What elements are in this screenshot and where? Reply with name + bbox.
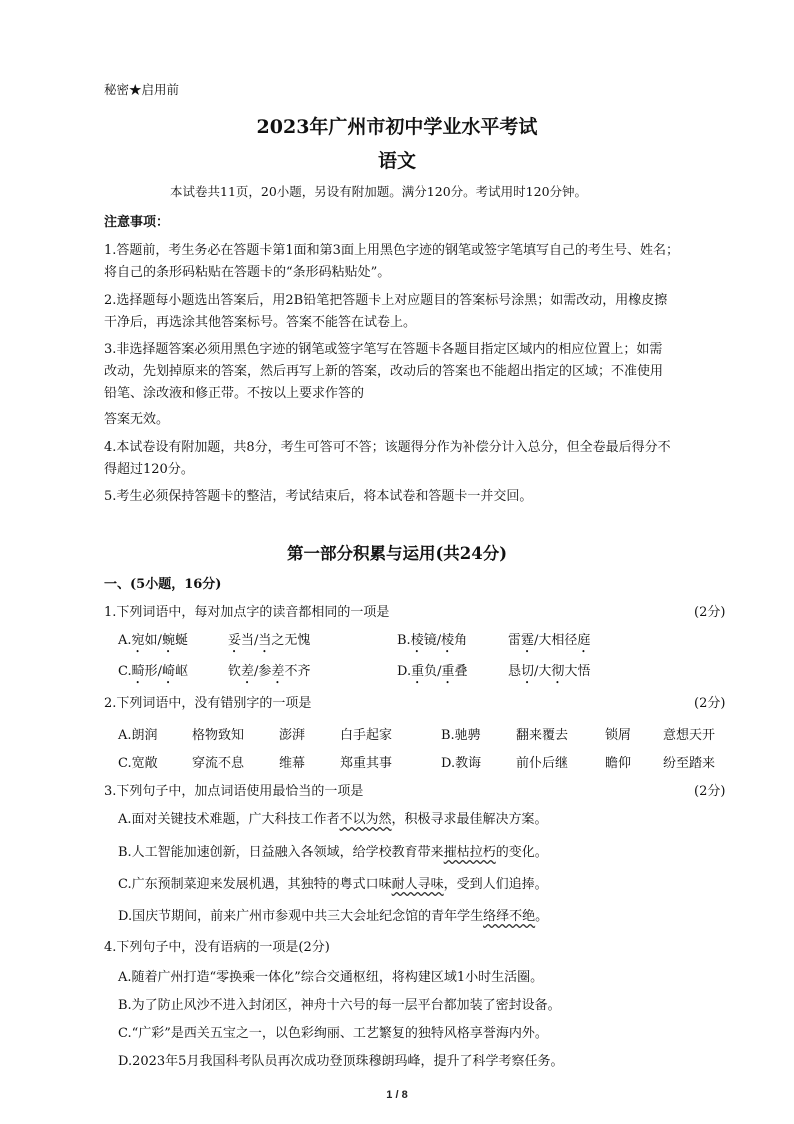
notice-line: 将自己的条形码粘贴在答题卡的“条形码粘贴处”。 <box>104 265 391 280</box>
question-1-stem: 1.下列词语中，每对加点字的读音都相同的一项是 <box>104 605 390 620</box>
q2-word: 郑重其事 <box>340 756 393 771</box>
q2-word: B.驰骋 <box>441 728 481 743</box>
question-2-score: (2分) <box>694 696 726 711</box>
q1-option-c-2: 钦差/参差不齐 <box>228 664 311 679</box>
exam-intro: 本试卷共11页，20小题，另设有附加题。满分120分。考试用时120分钟。 <box>170 184 588 199</box>
q4-option-a: A.随着广州打造“零换乘一体化”综合交通枢纽，将构建区域1小时生活圈。 <box>118 970 544 985</box>
q2-word: C.宽敞 <box>118 756 158 771</box>
notice-line: 2.选择题每小题选出答案后，用2B铅笔把答题卡上对应题目的答案标号涂黑；如需改动，用橡皮擦 <box>104 293 668 308</box>
notice-line: 4.本试卷设有附加题，共8分，考生可答可不答；该题得分作为补偿分计入总分，但全卷最后得分不 <box>104 440 671 455</box>
question-3-stem: 3.下列句子中，加点词语使用最恰当的一项是 <box>104 784 364 799</box>
notice-heading: 注意事项： <box>104 215 170 230</box>
notice-line: 答案无效。 <box>104 412 170 427</box>
q1-option-d: D.重负/重叠 <box>397 664 468 679</box>
q1-option-c: C.畸形/崎岖 <box>118 664 189 679</box>
subject-title: 语文 <box>377 150 416 172</box>
notice-line: 干净后，再选涂其他答案标号。答案不能答在试卷上。 <box>104 315 417 330</box>
q3-option-b: B.人工智能加速创新，日益融入各领域，给学校教育带来摧枯拉朽的变化。 <box>118 845 548 860</box>
notice-line: 改动，先划掉原来的答案，然后再写上新的答案，改动后的答案也不能超出指定的区域；不准使用 <box>104 364 664 379</box>
part-title: 第一部分积累与运用(共24分) <box>286 544 508 563</box>
q2-word: 澎湃 <box>279 728 306 743</box>
q2-word: 意想天开 <box>663 728 716 743</box>
q1-option-b-2: 雷霆/大相径庭 <box>508 633 591 648</box>
q1-option-a: A.宛如/蜿蜒 <box>118 633 188 648</box>
notice-line: 得超过120分。 <box>104 462 194 477</box>
question-4-stem: 4.下列句子中，没有语病的一项是(2分) <box>104 940 330 955</box>
q2-word: 翻来覆去 <box>516 728 569 743</box>
q1-option-b: B.棱镜/棱角 <box>397 633 468 648</box>
q2-word: 白手起家 <box>340 728 393 743</box>
q4-option-c: C.“广彩”是西关五宝之一，以色彩绚丽、工艺繁复的独特风格享誉海内外。 <box>118 1026 548 1041</box>
notice-line: 5.考生必须保持答题卡的整洁，考试结束后，将本试卷和答题卡一并交回。 <box>104 489 533 504</box>
q2-word: 维幕 <box>279 756 306 771</box>
exam-title: 2023年广州市初中学业水平考试 <box>256 116 538 138</box>
notice-line: 3.非选择题答案必须用黑色字迹的钢笔或签字笔写在答题卡各题目指定区域内的相应位置上；如需 <box>104 342 663 357</box>
q2-word: 穿流不息 <box>192 756 245 771</box>
q3-option-c: C.广东预制菜迎来发展机遇，其独特的粤式口味耐人寻味，受到人们追捧。 <box>118 877 548 892</box>
q3-option-d: D.国庆节期间，前来广州市参观中共三大会址纪念馆的青年学生络绎不绝。 <box>118 909 549 924</box>
q2-word: D.教诲 <box>441 756 482 771</box>
q3-option-a: A.面对关键技术难题，广大科技工作者不以为然，积极寻求最佳解决方案。 <box>118 812 548 827</box>
q4-option-d: D.2023年5月我国科考队员再次成功登顶珠穆朗玛峰，提升了科学考察任务。 <box>118 1054 564 1069</box>
notice-line: 1.答题前，考生务必在答题卡第1面和第3面上用黑色字迹的钢笔或签字笔填写自己的考生号、姓名； <box>104 243 679 258</box>
q1-option-a-2: 妥当/当之无愧 <box>228 633 311 648</box>
question-2-stem: 2.下列词语中，没有错别字的一项是 <box>104 696 312 711</box>
page-number: 1 / 8 <box>386 1089 408 1101</box>
question-1-score: (2分) <box>694 605 726 620</box>
question-3-score: (2分) <box>694 784 726 799</box>
q1-option-d-2: 恳切/大彻大悟 <box>508 664 591 679</box>
section-heading: 一、(5小题，16分) <box>104 577 222 592</box>
notice-line: 铅笔、涂改液和修正带。不按以上要求作答的 <box>104 386 365 401</box>
q2-word: A.朗润 <box>118 728 158 743</box>
q2-word: 锁屑 <box>605 728 632 743</box>
q2-word: 格物致知 <box>192 728 245 743</box>
q2-word: 瞻仰 <box>605 756 632 771</box>
q2-word: 纷至踏来 <box>663 756 716 771</box>
confidential-label: 秘密★启用前 <box>104 82 180 97</box>
q2-word: 前仆后继 <box>516 756 569 771</box>
q4-option-b: B.为了防止风沙不进入封闭区，神舟十六号的每一层平台都加装了密封设备。 <box>118 998 561 1013</box>
